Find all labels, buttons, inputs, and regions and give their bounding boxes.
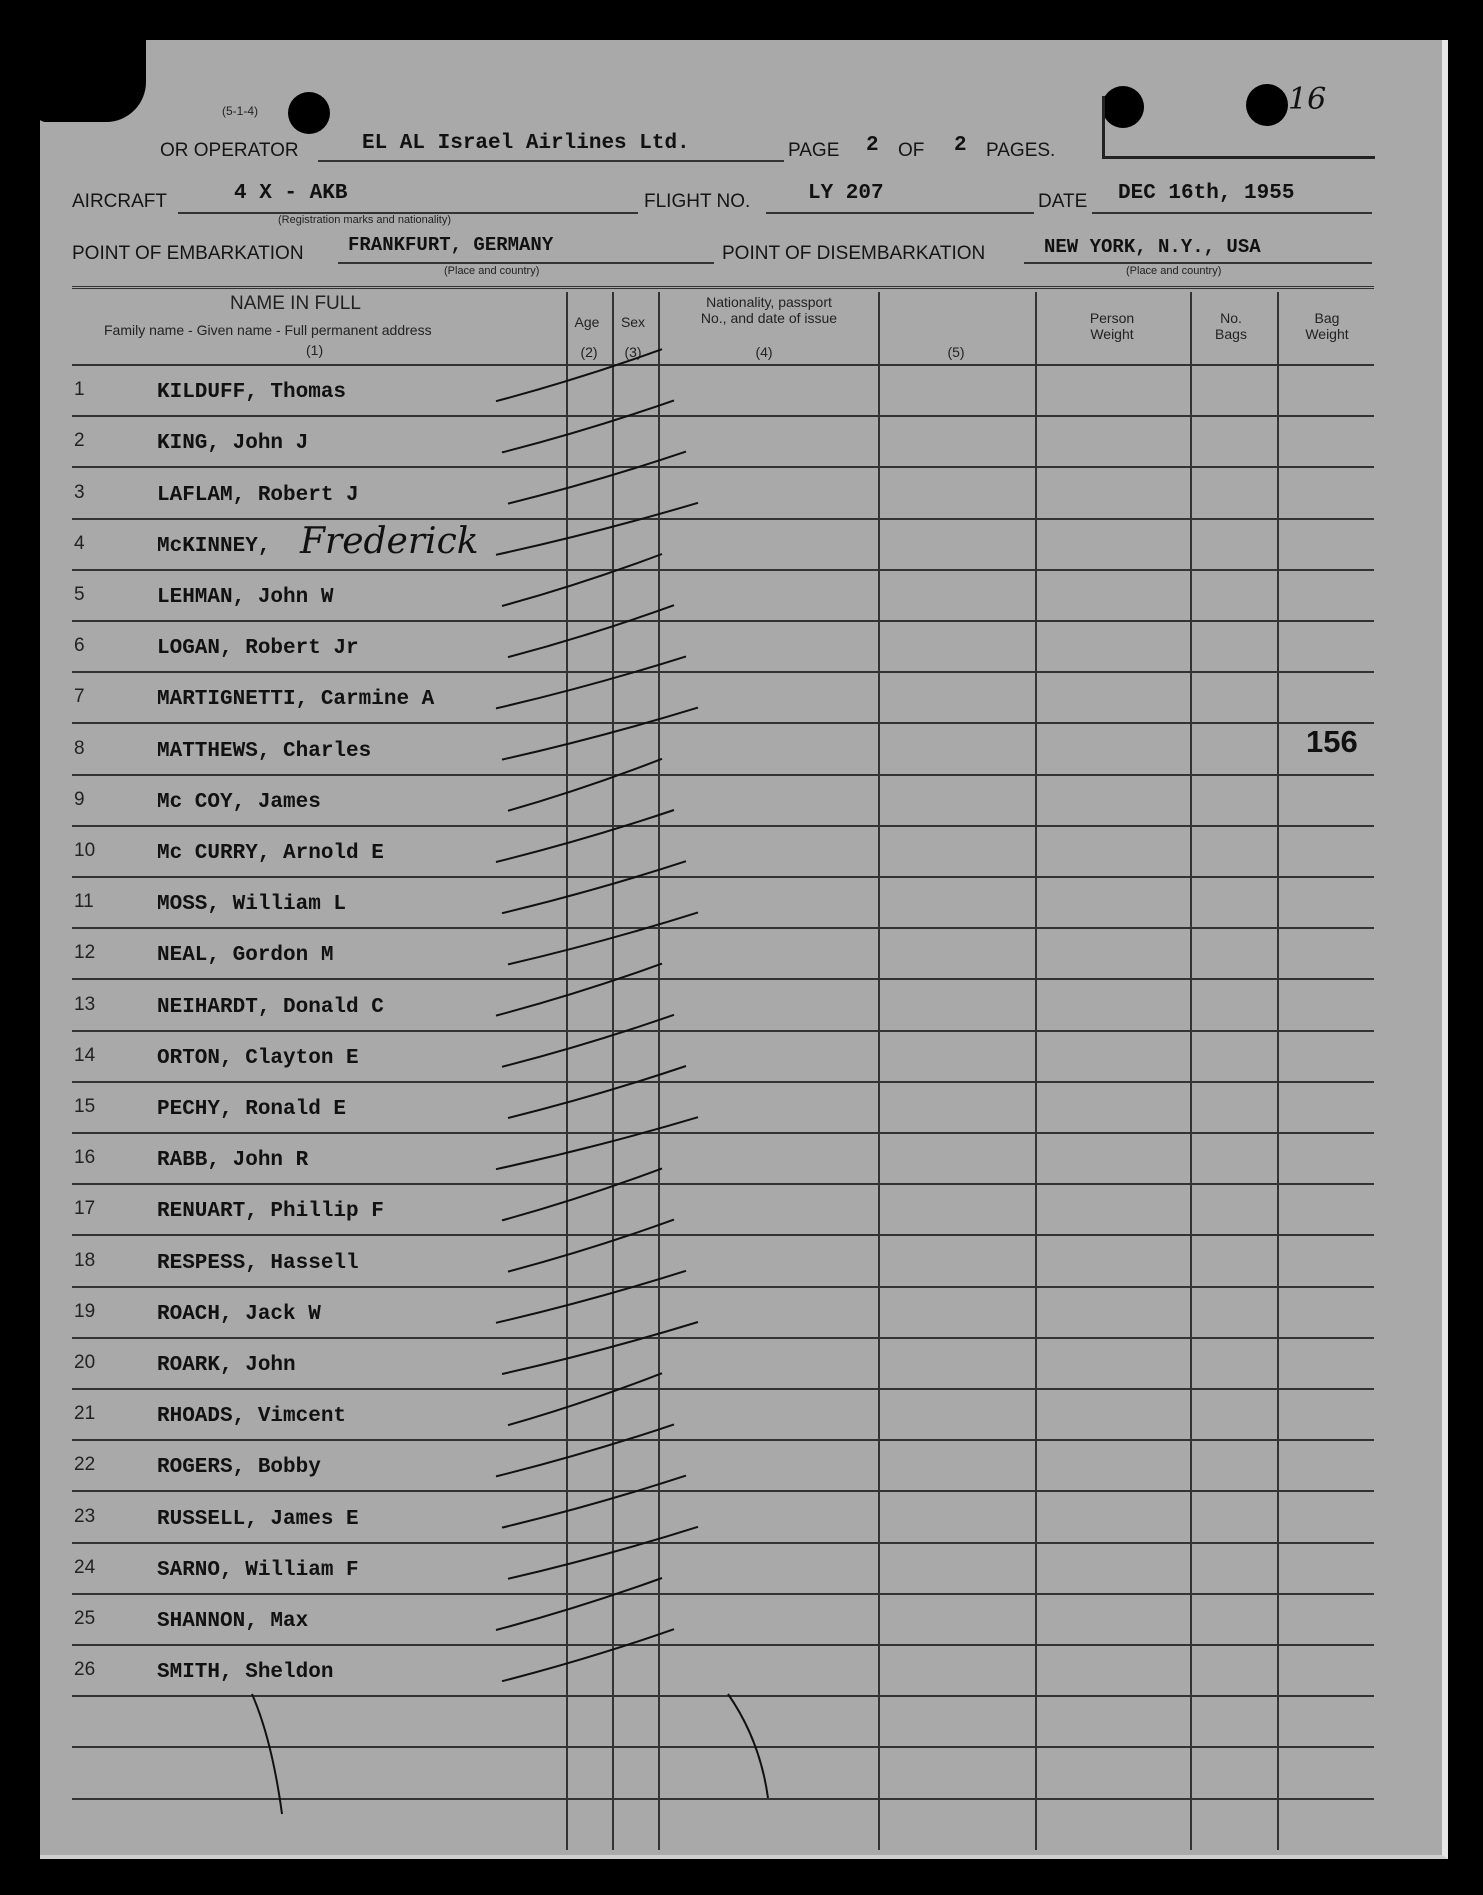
disembark-value: NEW YORK, N.Y., USA <box>1044 236 1261 258</box>
ditto-stroke <box>496 656 686 708</box>
passenger-name: Mc COY, James <box>157 790 321 814</box>
passenger-name: KILDUFF, Thomas <box>157 381 347 405</box>
handwritten-given-name: Frederick <box>300 520 479 562</box>
col5-num: (5) <box>947 344 965 360</box>
no-bags-col: No. Bags <box>1215 310 1247 342</box>
ditto-stroke <box>508 452 686 504</box>
row-number: 7 <box>74 686 85 708</box>
passenger-name: RESPESS, Hassell <box>157 1251 359 1275</box>
aircraft-value: 4 X - AKB <box>234 182 348 205</box>
passenger-name: LEHMAN, John W <box>157 586 334 609</box>
passenger-name: MARTIGNETTI, Carmine A <box>157 688 435 712</box>
ditto-stroke <box>508 605 674 657</box>
row-number: 5 <box>74 584 85 605</box>
age-col-num: (2) <box>580 344 598 360</box>
operator-value: EL AL Israel Airlines Ltd. <box>362 132 690 155</box>
passenger-name: SHANNON, Max <box>157 1610 309 1633</box>
ditto-stroke <box>496 349 662 401</box>
passenger-name: ROARK, John <box>157 1354 296 1377</box>
row-number: 9 <box>74 788 85 810</box>
row-number: 22 <box>74 1454 96 1476</box>
ditto-stroke <box>502 1322 698 1374</box>
registration-note: (Registration marks and nationality) <box>278 214 452 226</box>
ditto-stroke <box>508 1373 662 1425</box>
name-col-sub: Family name - Given name - Full permanent address <box>104 322 432 338</box>
nationality-col: Nationality, passport No., and date of issue <box>700 294 838 326</box>
pages-label: PAGES. <box>986 140 1056 161</box>
row-number: 16 <box>74 1147 96 1169</box>
passenger-name: McKINNEY, <box>157 534 271 558</box>
flight-label: FLIGHT NO. <box>644 191 751 212</box>
page-label: PAGE <box>788 140 840 161</box>
ditto-stroke <box>496 1271 686 1323</box>
ditto-stroke <box>496 1424 674 1476</box>
row-number: 23 <box>74 1505 96 1527</box>
disembark-note: (Place and country) <box>1126 265 1222 277</box>
row-number: 8 <box>74 737 85 759</box>
ditto-stroke <box>508 1066 686 1118</box>
ditto-stroke <box>502 1015 674 1067</box>
sex-col-num: (3) <box>624 344 642 360</box>
ditto-stroke <box>508 1527 698 1579</box>
row-number: 18 <box>74 1249 96 1271</box>
row-number: 14 <box>74 1044 96 1066</box>
ditto-stroke <box>502 861 686 913</box>
row-number: 12 <box>74 942 96 964</box>
age-col: Age <box>574 314 600 330</box>
ditto-stroke <box>496 964 662 1016</box>
ditto-stroke <box>496 503 698 555</box>
ditto-stroke <box>496 1117 698 1169</box>
ditto-stroke <box>496 810 674 862</box>
row-number: 24 <box>74 1556 96 1578</box>
nationality-col-num: (4) <box>755 344 773 360</box>
row-number: 20 <box>74 1352 96 1373</box>
ditto-stroke <box>502 1168 662 1220</box>
of-label: OF <box>898 140 925 161</box>
row-number: 15 <box>74 1096 96 1117</box>
passenger-name: Mc CURRY, Arnold E <box>157 842 384 865</box>
row-number: 19 <box>74 1300 96 1322</box>
person-weight-col: Person Weight <box>1089 310 1135 342</box>
ditto-stroke <box>496 1578 662 1630</box>
passenger-name: RHOADS, Vimcent <box>157 1405 347 1429</box>
operator-label: OR OPERATOR <box>160 140 299 161</box>
row-number: 10 <box>74 840 96 861</box>
passenger-name: RENUART, Phillip F <box>157 1200 384 1224</box>
name-col-title: NAME IN FULL <box>230 293 361 314</box>
ditto-stroke <box>508 912 698 964</box>
ditto-stroke <box>502 400 674 452</box>
passenger-name: RABB, John R <box>157 1149 309 1173</box>
ditto-stroke <box>508 759 662 811</box>
row-number: 21 <box>74 1403 96 1425</box>
disembark-label: POINT OF DISEMBARKATION <box>722 243 986 264</box>
row-number: 17 <box>74 1198 96 1220</box>
bag-weight-col: Bag Weight <box>1305 310 1349 342</box>
aircraft-label: AIRCRAFT <box>72 191 167 212</box>
ditto-stroke <box>252 1694 282 1814</box>
embark-label: POINT OF EMBARKATION <box>72 243 304 264</box>
row-number: 11 <box>74 891 94 913</box>
passenger-name: ORTON, Clayton E <box>157 1046 359 1070</box>
passenger-name: PECHY, Ronald E <box>157 1098 347 1121</box>
ditto-stroke <box>502 708 698 760</box>
name-col-num: (1) <box>306 342 324 358</box>
passenger-name: MATTHEWS, Charles <box>157 739 372 763</box>
embark-value: FRANKFURT, GERMANY <box>348 234 554 256</box>
embark-note: (Place and country) <box>444 265 540 277</box>
passenger-name: LAFLAM, Robert J <box>157 483 359 507</box>
ditto-stroke <box>502 554 662 606</box>
passenger-name: NEIHARDT, Donald C <box>157 995 384 1019</box>
row-number: 1 <box>74 379 85 401</box>
ditto-stroke <box>508 1220 674 1272</box>
row-number: 6 <box>74 635 85 657</box>
ditto-stroke <box>502 1629 674 1681</box>
row-number: 4 <box>74 532 85 554</box>
pages-total-value: 2 <box>954 134 967 157</box>
row-number: 2 <box>74 430 85 452</box>
passenger-name: LOGAN, Robert Jr <box>157 637 359 661</box>
passenger-name: ROGERS, Bobby <box>157 1456 321 1480</box>
row-number: 25 <box>74 1608 96 1629</box>
page-mark: 16 <box>1288 82 1327 117</box>
ditto-stroke <box>502 1476 686 1528</box>
row-number: 13 <box>74 993 96 1015</box>
passenger-name: SMITH, Sheldon <box>157 1661 334 1685</box>
passenger-name: RUSSELL, James E <box>157 1507 359 1531</box>
row-number: 3 <box>74 481 85 503</box>
page-value: 2 <box>866 134 879 157</box>
bag-weight-value: 156 <box>1306 724 1358 759</box>
flight-value: LY 207 <box>808 182 884 205</box>
passenger-name: ROACH, Jack W <box>157 1302 321 1326</box>
row-number: 26 <box>74 1659 96 1681</box>
sex-col: Sex <box>620 314 646 330</box>
ditto-stroke <box>728 1694 768 1798</box>
form-code: (5-1-4) <box>222 104 259 118</box>
passenger-name: MOSS, William L <box>157 893 347 917</box>
passenger-name: KING, John J <box>157 432 309 456</box>
date-label: DATE <box>1038 191 1088 212</box>
passenger-name: NEAL, Gordon M <box>157 944 334 968</box>
date-value: DEC 16th, 1955 <box>1118 182 1295 205</box>
passenger-name: SARNO, William F <box>157 1558 359 1582</box>
